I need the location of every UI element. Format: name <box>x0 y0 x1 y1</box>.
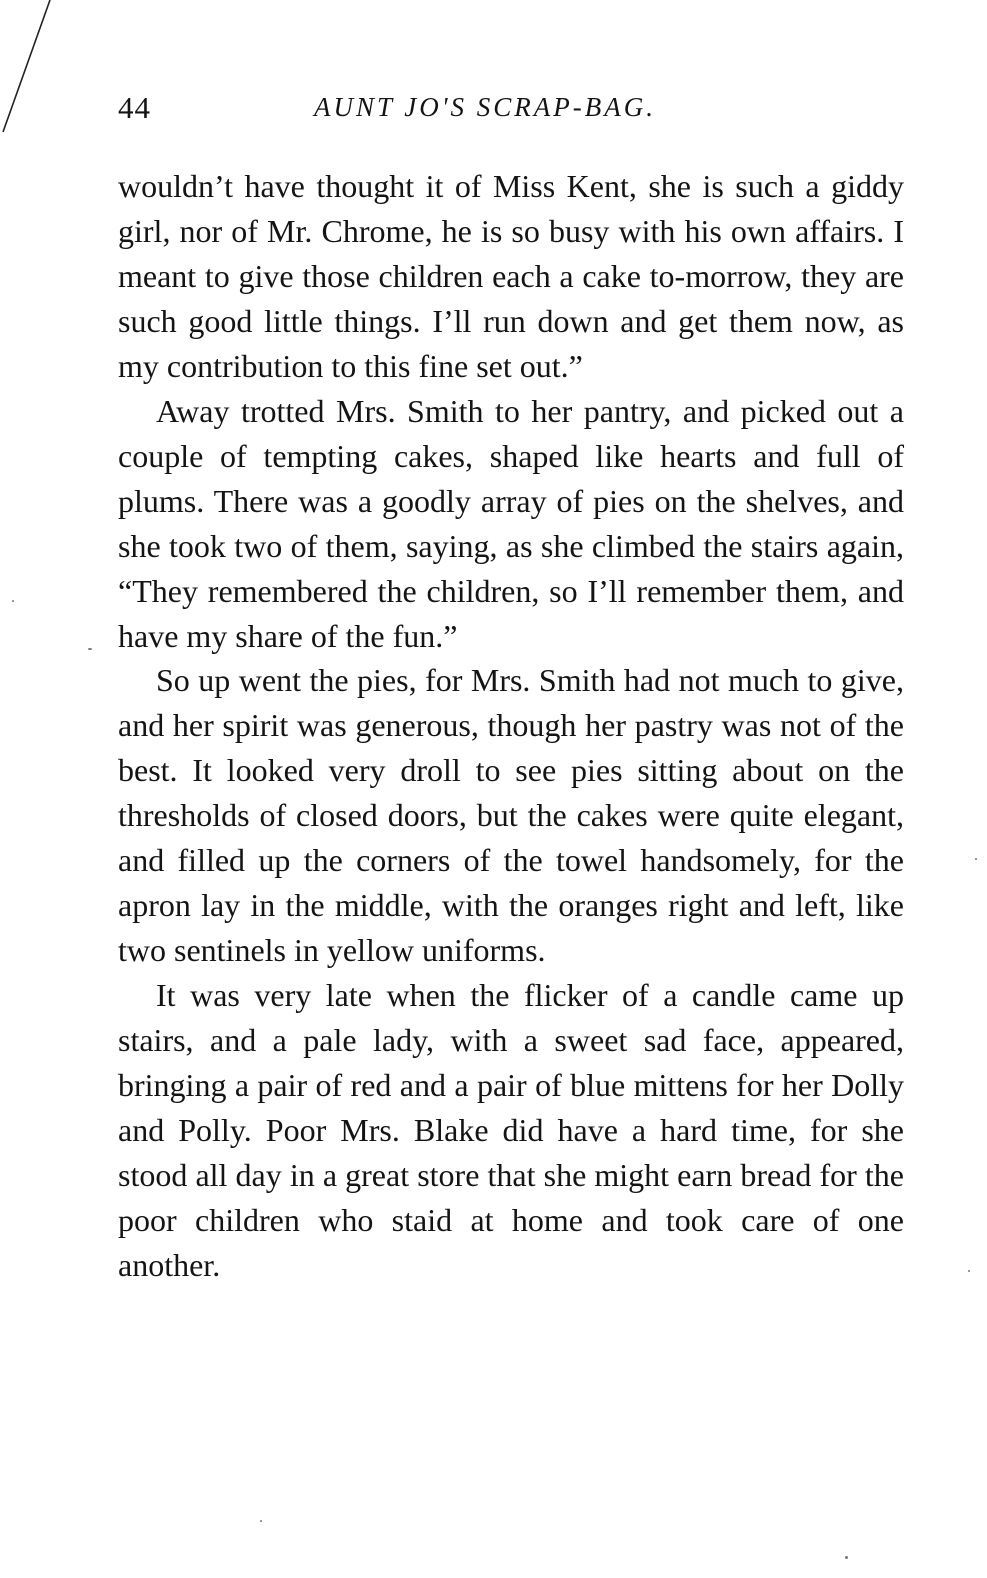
body-text <box>118 164 904 1288</box>
paper-speck <box>260 1520 262 1522</box>
paper-speck <box>88 648 92 650</box>
paper-speck <box>975 858 977 860</box>
paragraph: So up went the pies, for Mrs. Smith had not much to give, and her spirit was generous, though her pastry was not of the best. It looked very droll to see pies sitting about on the thresholds of closed doors, but the cakes were quite elegant, and filled up the corners of the towel handsomely, for the apron lay in the middle, with the oranges right and left, like two sentinels in yellow uniforms. <box>118 662 904 969</box>
running-title: AUNT JO'S SCRAP-BAG. <box>314 92 656 122</box>
page-number: 44 <box>118 90 151 125</box>
pencil-mark <box>0 0 60 140</box>
paragraph: wouldn’t have thought it of Miss Kent, she is such a giddy girl, nor of Mr. Chrome, he is so busy with his own affairs. I meant to give those children each a cake to-morrow, they are such good little things. I’ll run down and get them now, as my contribution to this fine set out.” <box>118 168 904 384</box>
paragraph: Away trotted Mrs. Smith to her pantry, and picked out a couple of tempting cakes, shaped like hearts and full of plums. There was a goodly array of pies on the shelves, and she took two of them, saying, as she climbed the stairs again, “They remembered the children, so I’ll remember them, and have my share of the fun.” <box>118 392 904 654</box>
paper-speck <box>12 600 14 602</box>
paragraph: It was very late when the flicker of a candle came up stairs, and a pale lady, with a sweet sad face, appeared, bringing a pair of red and a pair of blue mittens for her Dolly and Polly. Poor Mrs. Blake did have a hard time, for she stood all day in a great store that she might earn bread for the poor children who staid at home and took care of one another. <box>118 977 904 1283</box>
page-header <box>118 84 904 132</box>
paper-speck <box>845 1556 848 1559</box>
paper-speck <box>968 1270 970 1272</box>
